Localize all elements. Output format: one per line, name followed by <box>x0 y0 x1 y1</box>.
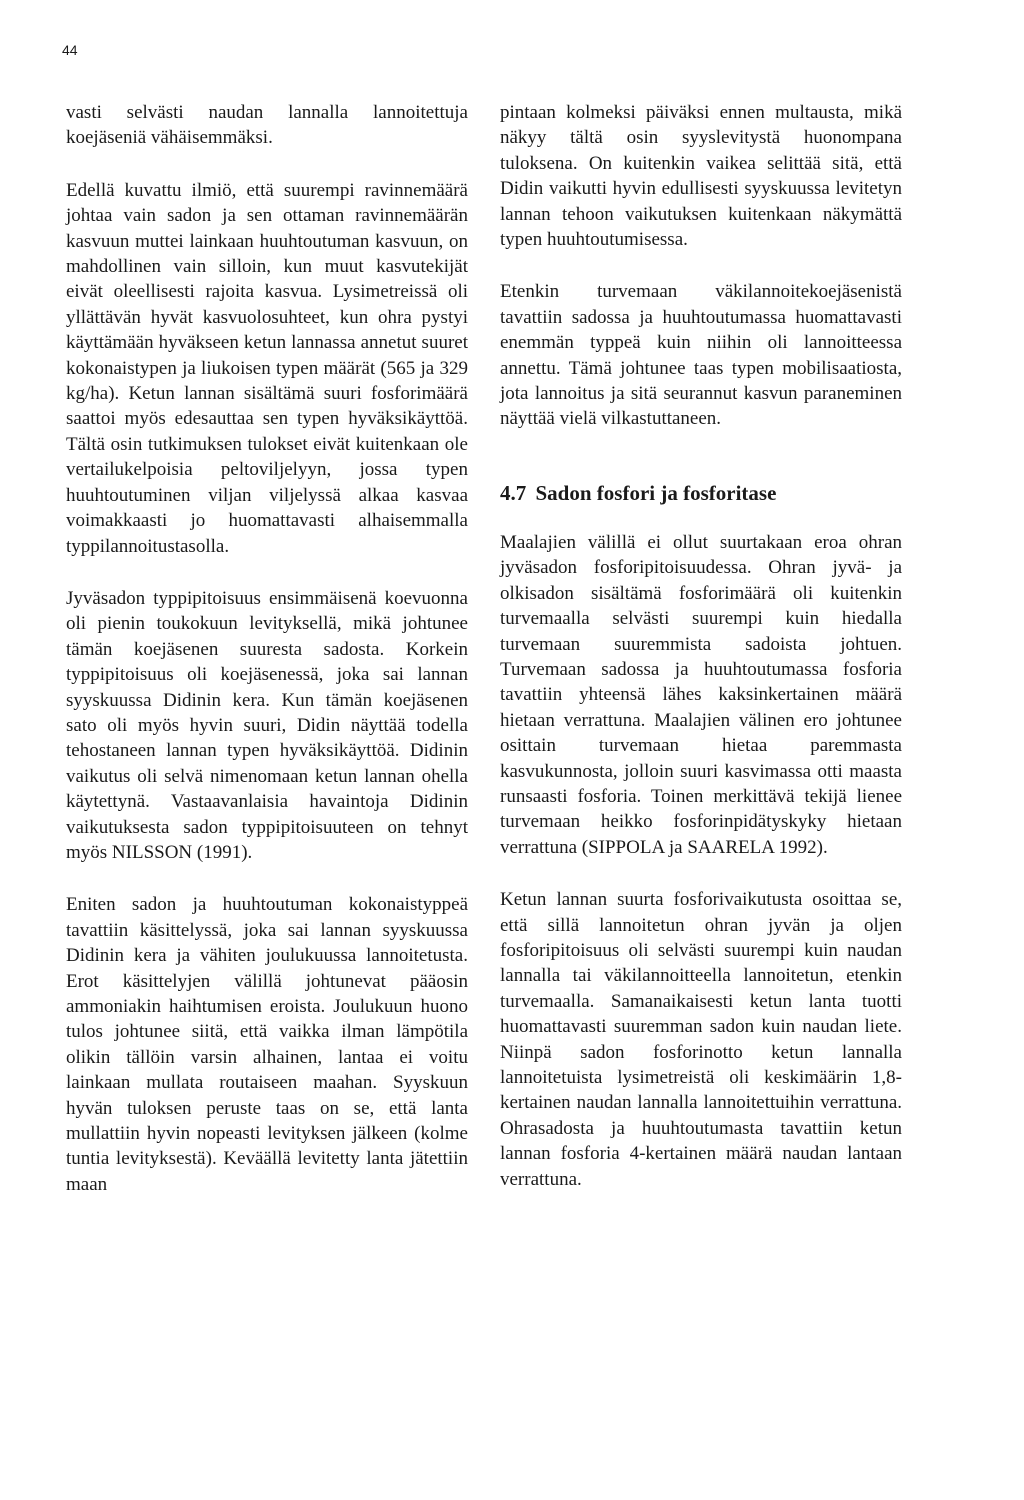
left-column <box>66 100 468 1224</box>
paragraph: pintaan kolmeksi päiväksi ennen multausta, mikä näkyy tältä osin syyslevitystä huonompana tuloksena. On kuitenkin vaikea selittää sitä, että Didin vaikutti hyvin edullisesti syyskuussa levitetyn lannan tehoon vaikutuksen kuitenkaan näkymättä typen huuhtoutumisessa. <box>500 102 902 251</box>
paragraph: vasti selvästi naudan lannalla lannoitettuja koejäseniä vähäisemmäksi. <box>66 102 468 149</box>
paragraph: Etenkin turvemaan väkilannoitekoejäsenistä tavattiin sadossa ja huuhtoutumassa huomattavasti enemmän typpeä kuin niihin oli lannoitteessa annettu. Tämä johtunee taas typen mobilisaatiosta, jota lannoitus ja sitä seurannut kasvun paraneminen näyttää vielä vilkastuttaneen. <box>500 281 902 430</box>
right-column <box>500 100 902 1219</box>
section-heading <box>500 479 902 507</box>
paragraph: Ketun lannan suurta fosforivaikutusta osoittaa se, että sillä lannoitetun ohran jyvän ja oljen fosforipitoisuus oli selvästi suurempi kuin naudan lannalla tai väkilannoitteella lannoitetun, etenkin turvemaalla. Samanaikaisesti ketun lanta tuotti huomattavasti suuremman sadon kuin naudan liete. Niinpä sadon fosforinotto ketun lannalla lannoitetuista lysimetreistä oli keskimäärin 1,8-kertainen naudan lannalla lannoitettuihin verrattuna. Ohrasadosta ja huuhtoutumasta tavattiin ketun lannan fosforia 4-kertainen määrä naudan lantaan verrattuna. <box>500 889 902 1190</box>
paragraph: Maalajien välillä ei ollut suurtakaan eroa ohran jyväsadon fosforipitoisuudessa. Ohran jyvä- ja olkisadon sisältämä fosforimäärä oli kuitenkin turvemaalla selvästi suurempi kuin hiedalla turvemaan suuremmista sadoista johtuen. Turvemaan sadossa ja huuhtoutumassa fosforia tavattiin yhteensä lähes kaksinkertainen määrä hietaan verrattuna. Maalajien välinen ero johtunee osittain turvemaan hietaa paremmasta kasvukunnosta, jolloin suuri kasvimassa otti maasta runsaasti fosforia. Toinen merkittävä tekijä lienee turvemaan heikko fosforinpidätyskyky hietaan verrattuna (SIPPOLA ja SAARELA 1992). <box>500 531 902 858</box>
section-number: 4.7 <box>500 480 527 505</box>
paragraph: Eniten sadon ja huuhtoutuman kokonaistyppeä tavattiin käsittelyssä, joka sai lannan syyskuussa Didinin kera ja vähiten joulukuussa lannoitetusta. Erot käsittelyjen välillä johtunevat pääosin ammoniakin haihtumisen eroista. Joulukuun huono tulos johtunee siitä, että vaikka ilman lämpötila olikin tällöin varsin alhainen, lantaa ei voitu lainkaan mullata routaiseen maahan. Syyskuun hyvän tuloksen peruste taas on se, että lanta mullattiin hyvin nopeasti levityksen jälkeen (kolme tuntia levityksestä). Keväällä levitetty lanta jätettiin maan <box>66 894 468 1195</box>
page-number: 44 <box>62 42 78 58</box>
paragraph: Edellä kuvattu ilmiö, että suurempi ravinnemäärä johtaa vain sadon ja sen ottaman ravinnemäärän kasvuun muttei lainkaan huuhtoutuman kasvuun, on mahdollinen vain silloin, kun muut kasvutekijät eivät oleellisesti rajoita kasvua. Lysimetreissä oli yllättävän hyvät kasvuolosuhteet, kun ohra pystyi käyttämään hyväkseen ketun lannassa annetut suuret kokonaistypen ja liukoisen typen määrät (565 ja 329 kg/ha). Ketun lannan sisältämä suuri fosforimäärä saattoi myös edesauttaa sen typen hyväksikäyttöä. Tältä osin tutkimuksen tulokset eivät kuitenkaan ole vertailukelpoisia peltoviljelyyn, jossa typen huuhtoutuminen viljan viljelyssä alkaa kasvaa voimakkaasti jo huomattavasti alhaisemmalla typpilannoitustasolla. <box>66 179 468 557</box>
section-title: Sadon fosfori ja fosforitase <box>535 480 777 505</box>
paragraph: Jyväsadon typpipitoisuus ensimmäisenä koevuonna oli pienin toukokuun levityksellä, mikä johtunee tämän koejäsenen suuresta sadosta. Korkein typpipitoisuus oli koejäsenessä, joka sai lannan syyskuussa Didinin kera. Kun tämän koejäsenen sato oli myös hyvin suuri, Didin näyttää todella tehostaneen lannan typen hyväksikäyttöä. Didinin vaikutus oli selvä nimenomaan ketun lannan ohella käytettynä. Vastaavanlaisia havaintoja Didinin vaikutuksesta sadon typpipitoisuuteen on tehnyt myös NILSSON (1991). <box>66 587 468 863</box>
